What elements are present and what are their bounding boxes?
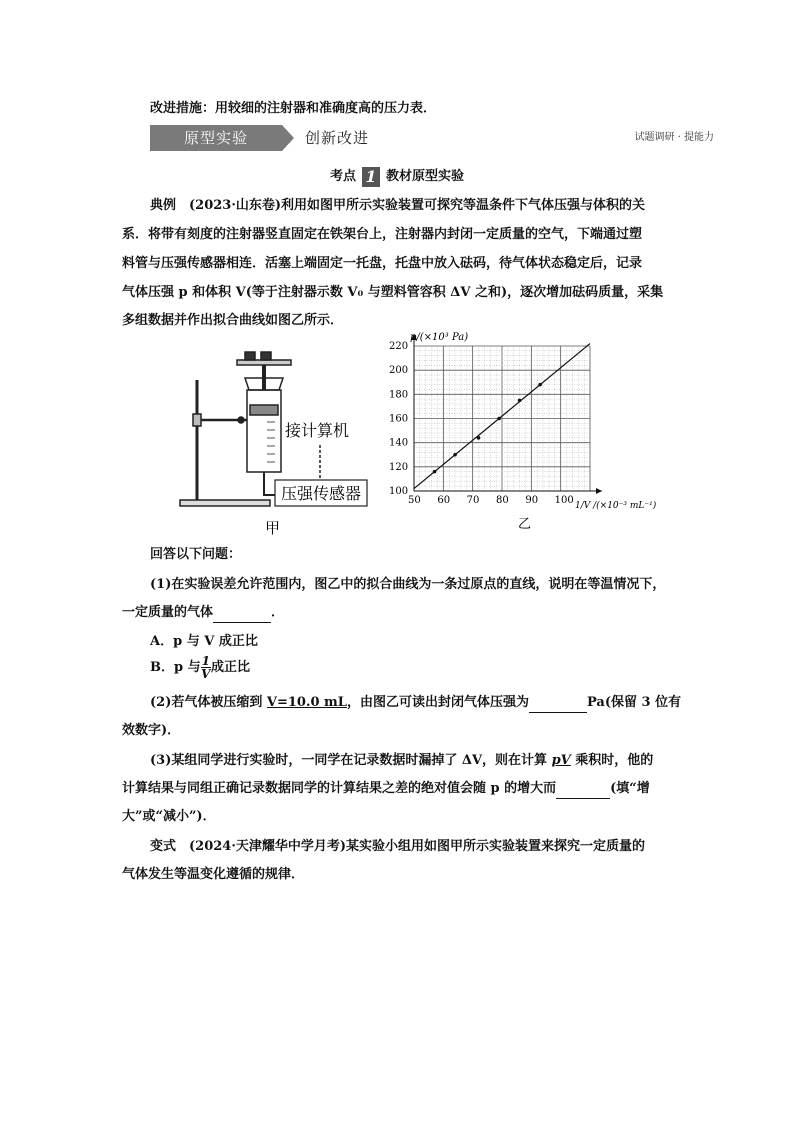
answer-intro: 回答以下问题： (150, 547, 242, 562)
q1-text: 一定质量的气体 (122, 605, 214, 620)
option-b-post: 成正比 (210, 660, 250, 675)
q2-blank[interactable] (529, 694, 587, 713)
example-line-1: 典例 (2023·山东卷)利用如图甲所示实验装置可探究等温条件下气体压强与体积的关 (150, 198, 646, 213)
data-point (518, 399, 522, 403)
frac-num: 1 (201, 654, 210, 668)
y-tick-label: 100 (389, 486, 409, 497)
q3-blank[interactable] (556, 780, 610, 799)
option-b-pre: B．p 与 (150, 660, 201, 675)
example-line-2: 系．将带有刻度的注射器竖直固定在铁架台上，注射器内封闭一定质量的空气，下端通过塑 (122, 227, 643, 242)
q3-l1b: 乘积时，他的 (570, 753, 654, 768)
intro-line: 改进措施：用较细的注射器和准确度高的压力表． (150, 101, 437, 116)
example-line-3: 料管与压强传感器相连．活塞上端固定一托盘，托盘中放入砝码，待气体状态稳定后，记录 (122, 256, 643, 271)
banner-arrow-icon (282, 125, 294, 151)
q2-line-1 (150, 694, 681, 713)
chart-ylabel: p/(×10³ Pa) (410, 332, 469, 343)
kaodian-number-badge: 1 (362, 167, 380, 187)
option-b[interactable] (150, 655, 250, 681)
piston (250, 405, 278, 415)
q2-volume: V=10.0 mL (266, 695, 347, 710)
x-tick-label: 60 (437, 495, 451, 506)
q1-line-1: (1)在实验误差允许范围内，图乙中的拟合曲线为一条过原点的直线，说明在等温情况下， (150, 577, 666, 592)
weight-1 (245, 352, 255, 360)
data-point (497, 417, 501, 421)
x-axis-arrow-icon (596, 488, 602, 494)
variant-line-2: 气体发生等温变化遵循的规律． (122, 867, 305, 882)
q3-line-3: 大”或“减小”)． (122, 809, 216, 824)
weight-2 (261, 352, 271, 360)
apparatus-figure (175, 350, 375, 540)
banner-tag: 试题调研 · 提能力 (634, 132, 714, 143)
section-banner (150, 125, 722, 151)
q1-blank[interactable] (213, 604, 271, 623)
stand-base (180, 500, 270, 506)
data-point (538, 383, 542, 387)
q2-pre: (2)若气体被压缩到 (150, 695, 267, 710)
banner-mid-label: 创新改进 (305, 129, 370, 147)
y-tick-label: 160 (389, 413, 409, 425)
clamp-screw (238, 417, 244, 423)
y-tick-label: 120 (389, 461, 409, 473)
caption-yi: 乙 (518, 517, 532, 532)
option-a[interactable]: A．p 与 V 成正比 (150, 634, 258, 649)
data-point (453, 453, 457, 457)
q1-end: ． (271, 605, 285, 620)
y-tick-label: 220 (389, 341, 409, 352)
chart-xlabel: 1/V /(×10⁻³ mL⁻¹) (575, 501, 657, 511)
example-line-5: 多组数据并作出拟合曲线如图乙所示． (122, 313, 344, 328)
kaodian-title: 教材原型实验 (386, 169, 465, 184)
pv-chart (380, 328, 660, 538)
q3-l2a: 计算结果与同组正确记录数据同学的计算结果之差的绝对值会随 p 的增大而 (122, 781, 557, 796)
x-tick-label: 100 (554, 495, 574, 506)
q3-l2b: (填“增 (610, 781, 650, 796)
y-tick-label: 140 (389, 437, 409, 449)
label-sensor: 压强传感器 (281, 484, 362, 503)
tube-to-sensor (264, 490, 275, 495)
syringe-barrel (247, 390, 281, 472)
kaodian-heading (0, 165, 794, 187)
q2-post: Pa(保留 3 位有 (586, 695, 682, 710)
chart-grid (414, 346, 590, 491)
q1-line-2 (122, 604, 284, 623)
q3-line-1 (150, 752, 653, 770)
example-line-4: 气体压强 p 和体积 V(等于注射器示数 V₀ 与塑料管容积 ΔV 之和)，逐次增加砝码质量，采集 (122, 285, 664, 300)
y-tick-label: 180 (389, 389, 409, 401)
banner-left-label: 原型实验 (150, 125, 282, 151)
q2-mid: ，由图乙可读出封闭气体压强为 (346, 695, 529, 710)
x-tick-label: 90 (525, 495, 539, 506)
q3-l1a: (3)某组同学进行实验时，一同学在记录数据时漏掉了 ΔV，则在计算 (150, 753, 552, 768)
x-tick-label: 70 (466, 495, 480, 506)
y-tick-label: 200 (389, 365, 409, 377)
clamp-knob (193, 414, 201, 426)
data-point (433, 470, 437, 474)
q3-line-2 (122, 780, 650, 799)
x-tick-label: 80 (496, 495, 509, 506)
frac-den: V (201, 667, 211, 681)
variant-line-1: 变式 (2024·天津耀华中学月考)某实验小组用如图甲所示实验装置来探究一定质量的 (150, 839, 646, 854)
label-computer: 接计算机 (285, 421, 350, 440)
q3-pv: pV (551, 753, 571, 768)
data-point (477, 436, 481, 440)
kaodian-prefix: 考点 (329, 169, 356, 184)
caption-jia: 甲 (265, 519, 281, 537)
q2-line-2: 效数字)． (122, 723, 181, 738)
x-tick-label: 50 (408, 495, 421, 506)
fraction-1-over-v (201, 655, 211, 680)
